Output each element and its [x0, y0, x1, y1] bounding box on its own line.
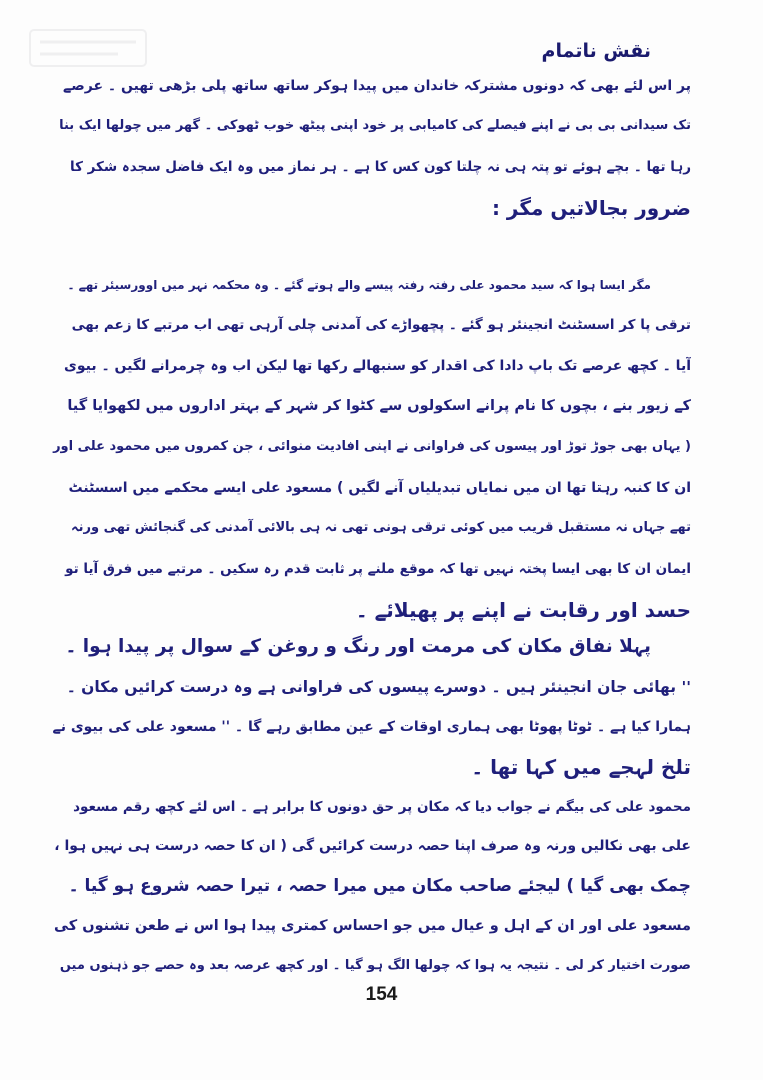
text-line: '' بھائی جان انجینئر ہیں ۔ دوسرے پیسوں کی فراوانی ہے وہ درست کرائیں مکان ۔: [66, 678, 691, 696]
text-line: کے زیور بنے ، بچوں کا نام پرانے اسکولوں سے کٹوا کر شہر کے بہتر اداروں میں لکھوایا گیا: [67, 398, 691, 414]
running-header-title: نقش ناتمام: [541, 40, 651, 62]
faded-watermark: [28, 28, 148, 68]
text-line: پر اس لئے بھی کہ دونوں مشترکہ خاندان میں پیدا ہوکر ساتھ ساتھ پلی بڑھی تھیں ۔ عرصے: [63, 78, 691, 94]
text-line: آیا ۔ کچھ عرصے تک باپ دادا کی اقدار کو سنبھالے رکھا تھا لیکن اب وہ چرمرانے لگیں ۔ بیوی: [64, 358, 691, 374]
text-line: تک سیدانی بی بی نے اپنے فیصلے کی کامیابی پر خود اپنی پیٹھ خوب ٹھوکی ۔ گھر میں چولھا ایک بنا: [59, 118, 691, 133]
text-line: ترقی پا کر اسسٹنٹ انجینئر ہو گئے ۔ پچھواڑے کی آمدنی چلی آرہی تھی اب مرتبے کا زعم بھی: [71, 317, 691, 333]
text-line: پہلا نفاق مکان کی مرمت اور رنگ و روغن کے سوال پر پیدا ہوا ۔: [65, 636, 651, 657]
text-line: چمک بھی گیا ) لیجئے صاحب مکان میں میرا حصہ ، تیرا حصہ شروع ہو گیا ۔: [68, 876, 691, 896]
text-line: ( یہاں بھی جوڑ توڑ اور پیسوں کی فراوانی نے اپنی افادیت منوائی ، جن کمروں میں محمود علی اور: [53, 439, 691, 454]
text-line: مسعود علی اور ان کے اہل و عیال میں جو احساس کمتری پیدا ہوا اس نے طعن تشنوں کی: [54, 918, 691, 934]
page-number: 154: [365, 984, 398, 1005]
text-line: رہا تھا ۔ بچے ہوئے تو پتہ ہی نہ چلتا کون کس کا ہے ۔ ہر نماز میں وہ ایک فاضل سجدہ شکر کا: [70, 159, 691, 175]
text-line: علی بھی نکالیں ورنہ وہ صرف اپنا حصہ درست کرائیں گی ( ان کا حصہ درست ہی نہیں ہوا ،: [54, 838, 691, 854]
text-line: ہمارا کیا ہے ۔ ٹوٹا پھوٹا بھی ہماری اوقات کے عین مطابق رہے گا ۔ '' مسعود علی کی بیوی نے: [52, 719, 691, 735]
text-line: صورت اختیار کر لی ۔ نتیجہ یہ ہوا کہ چولھا الگ ہو گیا ۔ اور کچھ عرصہ بعد وہ حصے جو ذہنوں میں: [59, 958, 691, 973]
text-line: ضرور بجالاتیں مگر :: [491, 196, 691, 220]
text-line: حسد اور رقابت نے اپنے پر پھیلائے ۔: [355, 598, 691, 622]
text-line: ایمان ان کا بھی ایسا پختہ نہیں تھا کہ موقع ملنے پر ثابت قدم رہ سکیں ۔ مرتبے میں فرق آیا تو: [65, 561, 691, 577]
text-line: تلخ لہجے میں کہا تھا ۔: [471, 755, 691, 779]
text-line: تھے جہاں نہ مستقبل قریب میں کوئی ترقی ہونی تھی نہ ہی بالائی آمدنی کی گنجائش تھی ورنہ: [71, 520, 691, 535]
text-line: محمود علی کی بیگم نے جواب دیا کہ مکان پر حق دونوں کا برابر ہے ۔ اس لئے کچھ رقم مسعود: [73, 799, 691, 815]
text-line: ان کا کنبہ رہتا تھا ان میں نمایاں تبدیلیاں آنے لگیں ) مسعود علی ایسے محکمے میں اسسٹنٹ: [68, 480, 691, 496]
text-line: مگر ایسا ہوا کہ سید محمود علی رفتہ رفتہ پیسے والے ہوتے گئے ۔ وہ محکمہ نہر میں اوورسیئر تھے ۔: [67, 278, 651, 292]
